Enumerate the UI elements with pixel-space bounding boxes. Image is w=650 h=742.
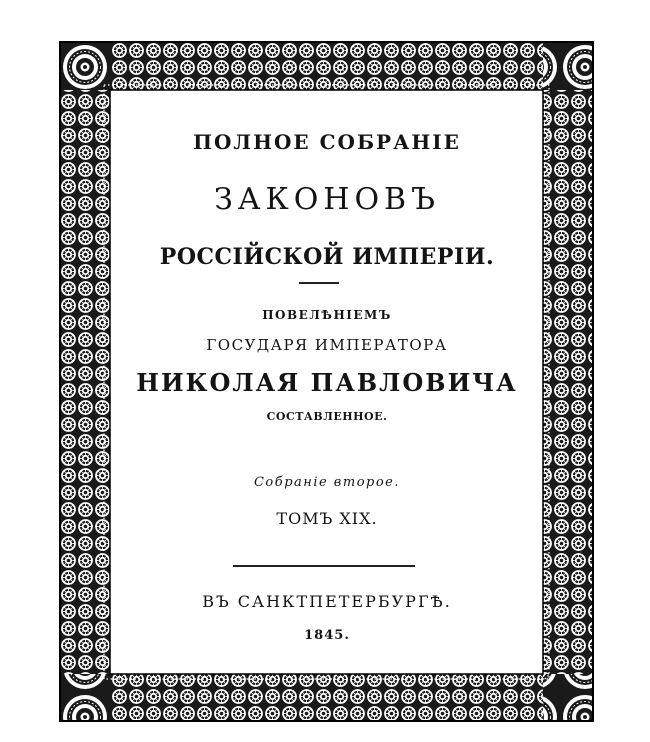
long-divider (233, 565, 415, 567)
short-divider (299, 282, 339, 284)
subtitle-nicholas: НИКОЛАЯ ПАВЛОВИЧА (136, 368, 518, 397)
title-line-laws: ЗАКОНОВЪ (214, 182, 440, 217)
title-line-empire: РОССІЙСКОЙ ИМПЕРІИ. (159, 244, 495, 270)
imprint-place: ВЪ САНКТПЕТЕРБУРГѢ. (202, 592, 452, 611)
corner-ornament-bottom-right (543, 674, 593, 721)
corner-ornament-bottom-left (60, 674, 110, 721)
imprint-year: 1845. (304, 628, 350, 643)
corner-ornament-top-right (543, 42, 593, 90)
collection-label: Собраніе второе. (253, 475, 401, 490)
title-line-collection: ПОЛНОЕ СОБРАНІЕ (193, 130, 461, 154)
subtitle-compiled: СОСТАВЛЕННОЕ. (266, 410, 388, 423)
volume-label: ТОМЪ XIX. (276, 509, 378, 528)
corner-ornament-top-left (60, 42, 110, 90)
subtitle-by-command: ПОВЕЛѢНІЕМЪ (262, 308, 392, 322)
subtitle-emperor: ГОСУДАРЯ ИМПЕРАТОРА (206, 336, 448, 354)
title-page (112, 92, 542, 672)
